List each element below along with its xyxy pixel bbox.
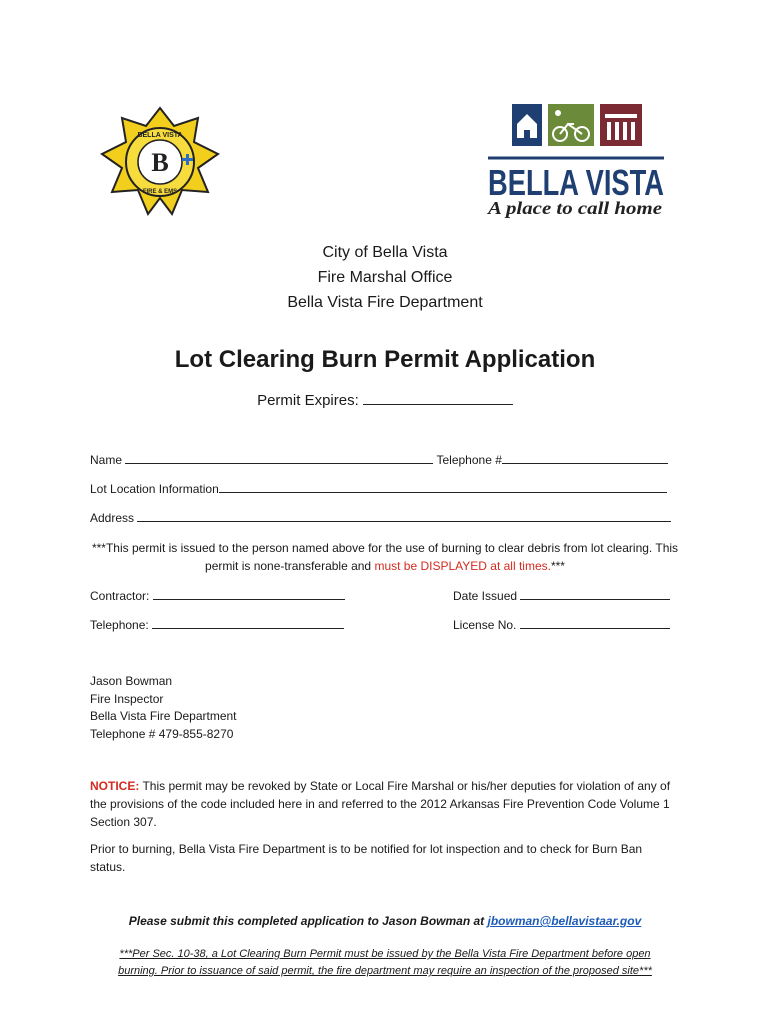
seal-top-text: BELLA VISTA — [137, 132, 183, 139]
city-wordmark: BELLA VISTA — [488, 162, 664, 203]
license-line[interactable] — [520, 617, 670, 629]
office-header — [0, 240, 770, 315]
inspector-title: Fire Inspector — [90, 691, 164, 706]
contractor-telephone-label: Telephone: — [90, 618, 149, 632]
seal-monogram: B — [151, 148, 169, 177]
contractor-telephone-row — [90, 617, 344, 632]
header-department: Bella Vista Fire Department — [287, 294, 483, 311]
contractor-label: Contractor: — [90, 589, 150, 603]
city-logo — [486, 102, 671, 220]
inspector-department: Bella Vista Fire Department — [90, 709, 237, 723]
permit-note-text: ***This permit is issued to the person named above for the use of burning to clear debris from lot clearing. This permit is none-transferable and — [91, 541, 679, 573]
notice-paragraph — [90, 777, 680, 831]
date-issued-row — [453, 588, 670, 603]
name-row — [90, 452, 668, 467]
address-label: Address — [90, 511, 135, 525]
notice-label: NOTICE: — [90, 779, 140, 793]
submit-instruction — [90, 912, 680, 930]
permit-note — [90, 539, 680, 575]
seal-bottom-text: FIRE & EMS — [142, 189, 178, 195]
submit-text: Please submit this completed application to Jason Bowman at — [128, 914, 488, 928]
permit-expires-label: Permit Expires: — [257, 392, 359, 409]
header-city: City of Bella Vista — [322, 244, 448, 261]
lot-location-row — [90, 481, 667, 496]
permit-expires-line[interactable] — [363, 393, 513, 405]
license-label: License No. — [453, 618, 517, 632]
page-title: Lot Clearing Burn Permit Application — [174, 346, 596, 373]
permit-note-end: *** — [550, 559, 565, 573]
name-line[interactable] — [125, 452, 433, 464]
email-link[interactable]: jbowman@bellavistaar.gov — [487, 914, 642, 928]
license-row — [453, 617, 670, 632]
inspector-phone: Telephone # 479-855-8270 — [90, 726, 234, 741]
inspector-contact — [90, 673, 680, 743]
contractor-telephone-line[interactable] — [152, 617, 344, 629]
inspector-name: Jason Bowman — [90, 674, 173, 688]
footer-note-line1: ***Per Sec. 10-38, a Lot Clearing Burn Permit must be issued by the Bella Vista Fire Department before open — [119, 948, 651, 960]
notice-text: This permit may be revoked by State or Local Fire Marshal or his/her deputies for violation of any of the provisions of the code included here in and referred to the 2012 Arkansas Fire Prevention Code Volume 1 Section 307. — [90, 779, 671, 829]
city-tagline: A place to call home — [486, 198, 662, 218]
address-row — [90, 510, 671, 525]
footer-note-line2: burning. Prior to issuance of said permit, the fire department may require an inspection of the proposed site*** — [118, 965, 652, 977]
contractor-line[interactable] — [153, 588, 345, 600]
footer-note — [90, 946, 680, 980]
storefront-icon — [600, 104, 642, 146]
address-line[interactable] — [137, 510, 671, 522]
telephone-label: Telephone # — [436, 453, 502, 467]
fire-department-seal — [100, 106, 220, 216]
lot-location-line[interactable] — [219, 481, 667, 493]
contractor-row — [90, 588, 345, 603]
permit-expires-field[interactable] — [0, 392, 770, 409]
name-label: Name — [90, 453, 123, 467]
permit-note-highlight: must be DISPLAYED at all times. — [374, 559, 551, 573]
prior-to-burning-paragraph: Prior to burning, Bella Vista Fire Department is to be notified for lot inspection and to check for Burn Ban status. — [90, 842, 643, 874]
header-office: Fire Marshal Office — [317, 269, 453, 286]
date-issued-label: Date Issued — [453, 589, 518, 603]
telephone-line[interactable] — [502, 452, 668, 464]
date-issued-line[interactable] — [520, 588, 670, 600]
lot-location-label: Lot Location Information — [90, 482, 219, 496]
